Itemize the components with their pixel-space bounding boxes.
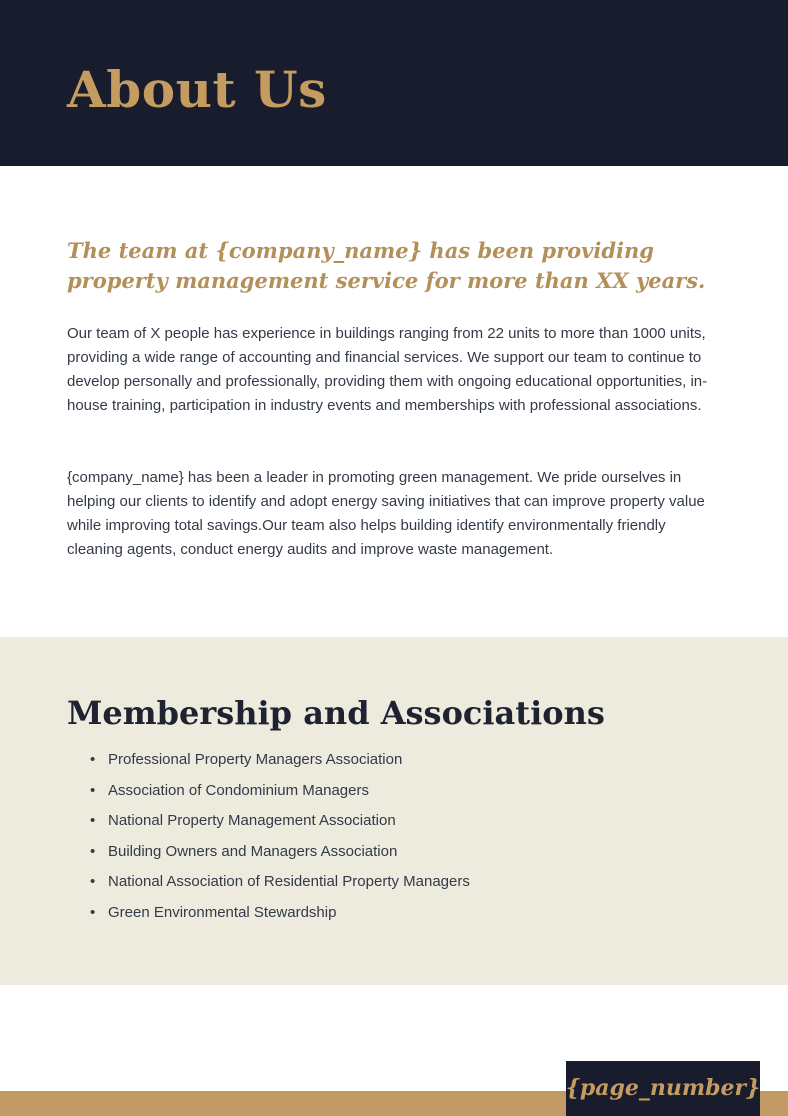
page-title: About Us	[67, 60, 327, 119]
body-paragraph-2: {company_name} has been a leader in promoting green management. We pride ourselves in helping our clients to identify and adopt energy saving initiatives that can improve property value while improving total savings.Our team also helps building identify environmentally friendly cleaning agents, conduct energy audits and improve waste management.	[67, 469, 705, 558]
body-paragraph-1: Our team of X people has experience in buildings ranging from 22 units to more than 1000 units, providing a wide range of accounting and financial services. We support our team to continue to develop personally and professionally, providing them with ongoing educational opportunities, in-house training, participation in industry events and memberships with professional associations.	[67, 325, 708, 414]
list-item: • National Property Management Association	[108, 806, 728, 837]
membership-section	[0, 637, 788, 985]
list-item: • Professional Property Managers Association	[108, 745, 728, 776]
page-header-band	[0, 0, 788, 166]
list-item: • Building Owners and Managers Association	[108, 837, 728, 868]
membership-list	[108, 745, 728, 928]
list-item: • Association of Condominium Managers	[108, 776, 728, 807]
intro-lede-text: The team at {company_name} has been providing property management service for more than XX years.	[67, 238, 706, 293]
list-item: • Green Environmental Stewardship	[108, 898, 728, 929]
membership-heading: Membership and Associations	[67, 694, 605, 732]
page-number-box	[566, 1061, 760, 1116]
list-item: • National Association of Residential Property Managers	[108, 867, 728, 898]
page-number-placeholder: {page_number}	[565, 1074, 761, 1101]
